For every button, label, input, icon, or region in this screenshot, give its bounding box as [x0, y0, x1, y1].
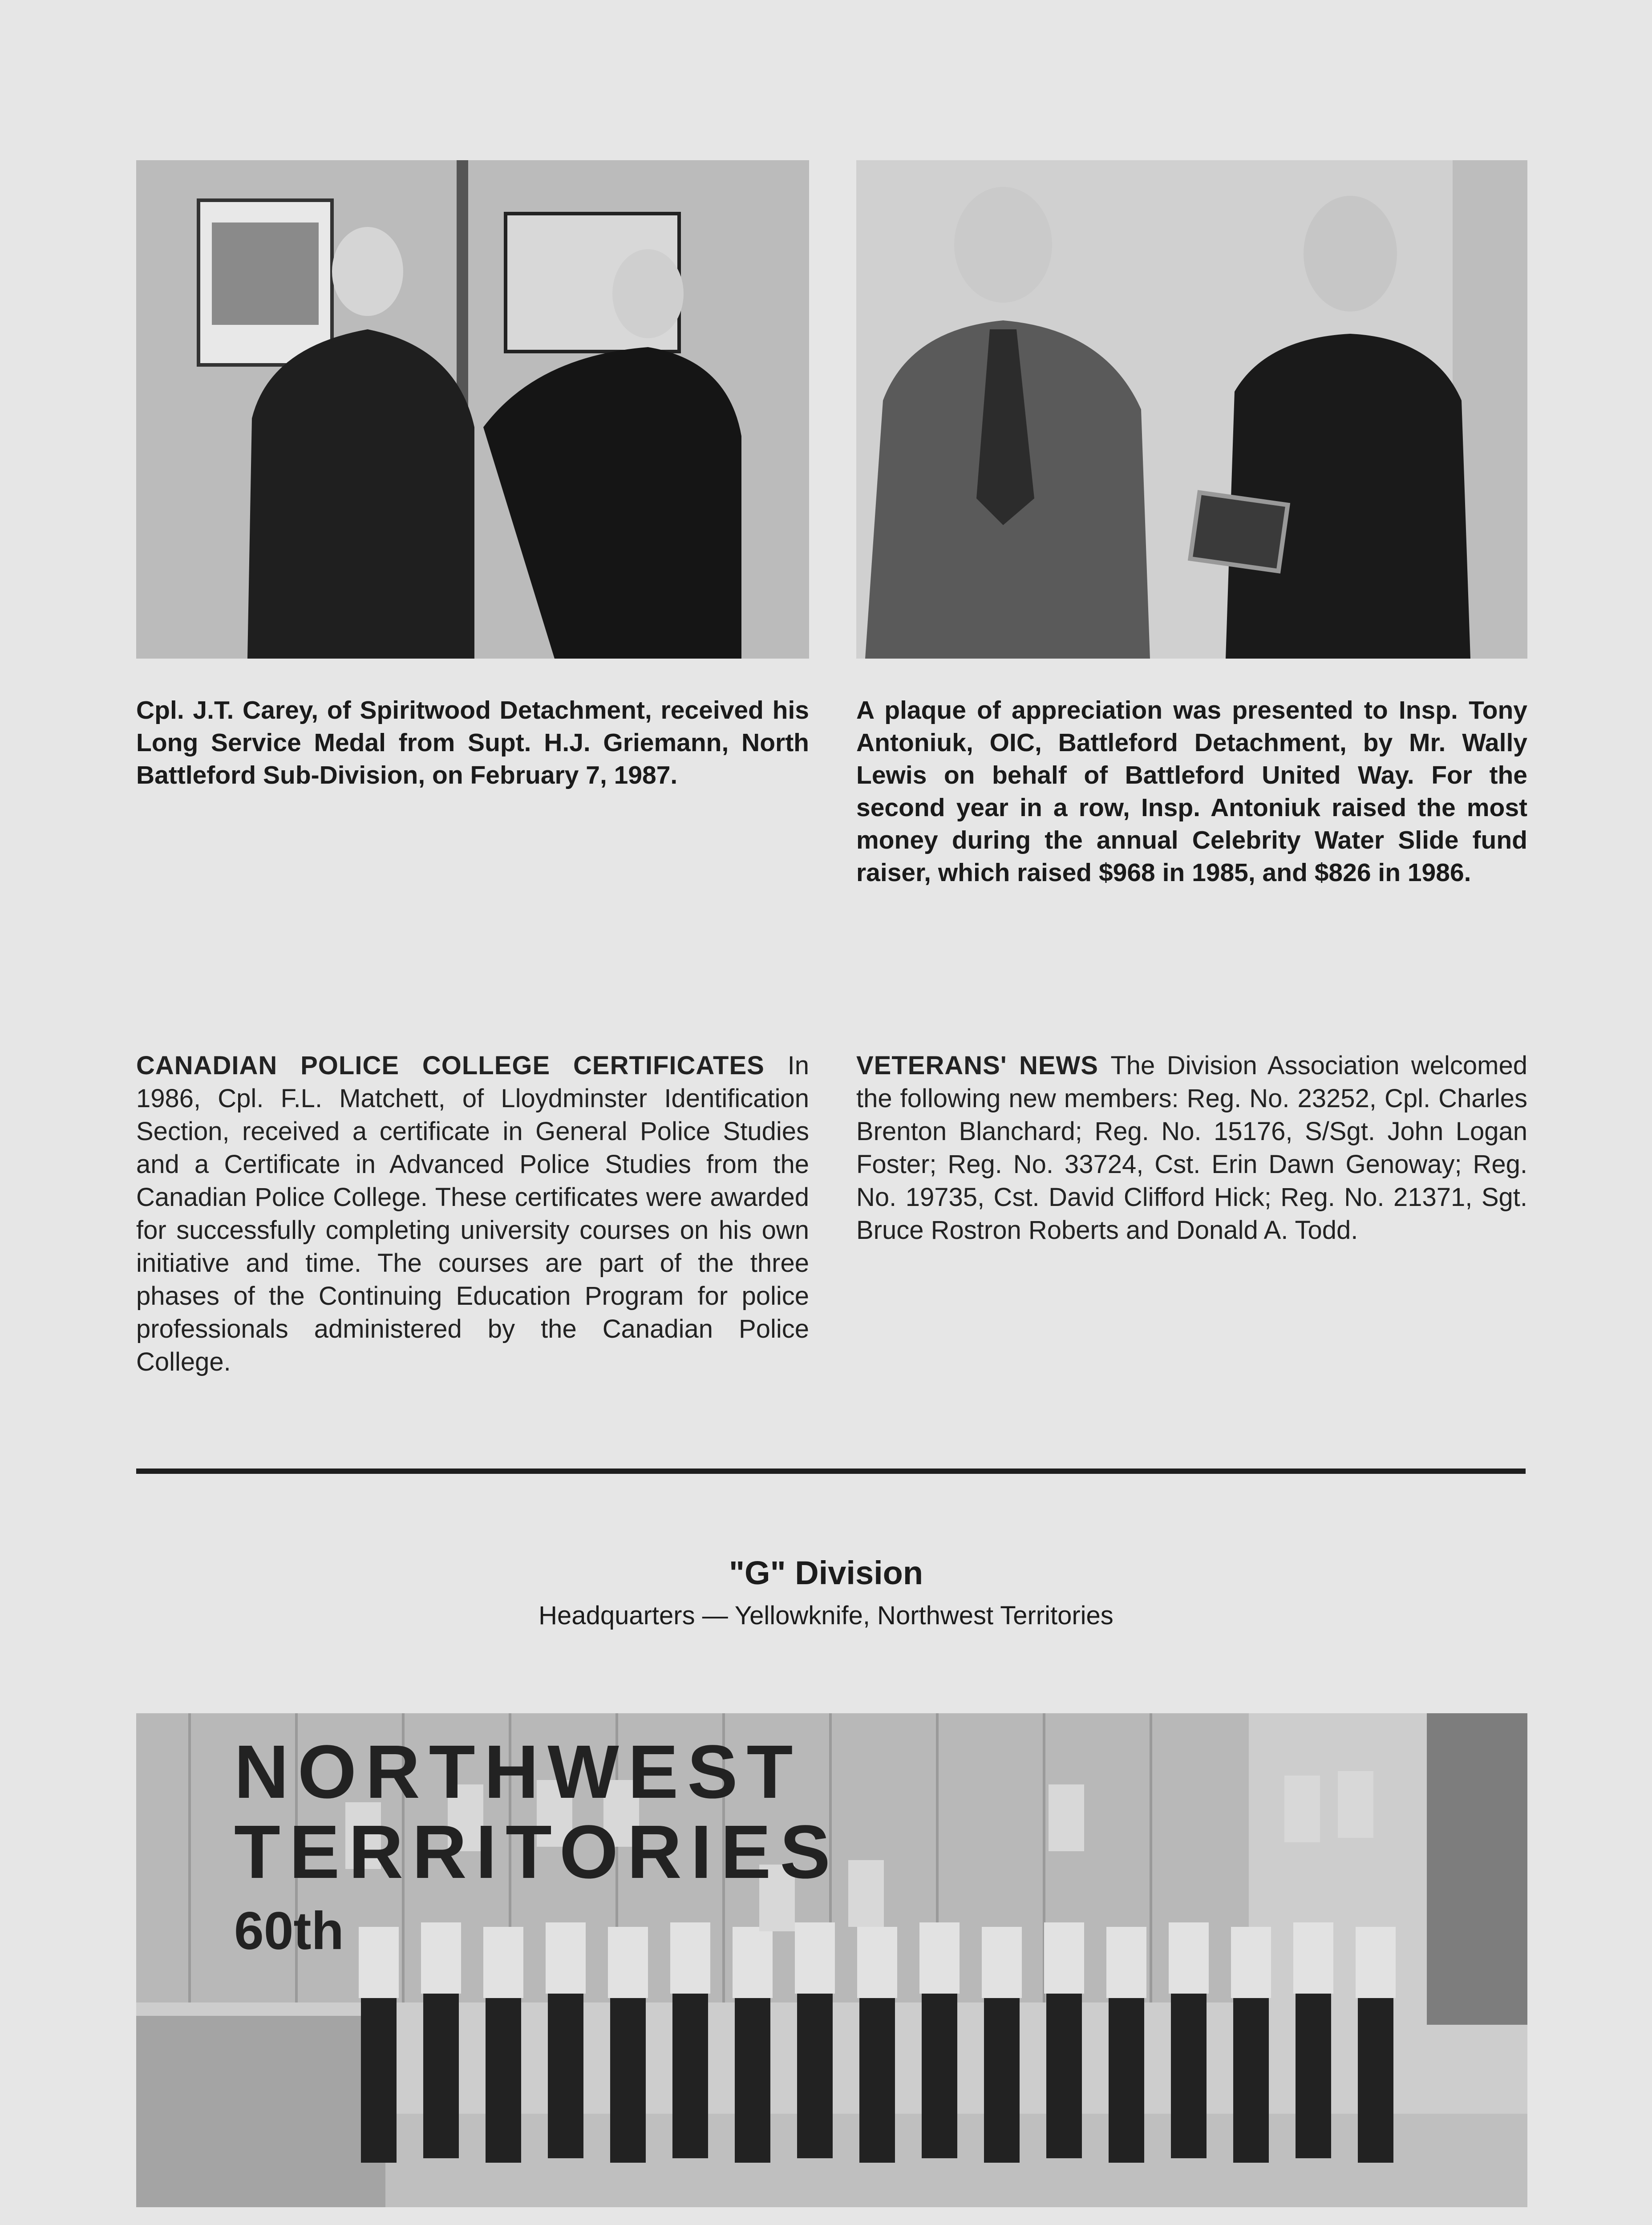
photo-plaque-presentation: [856, 160, 1527, 659]
article-heading-veterans-news: VETERANS' NEWS: [856, 1051, 1111, 1080]
photo-musical-ride-group: [136, 1713, 1527, 2207]
caption-plaque-presentation: A plaque of appreciation was presented to Insp. Tony Antoniuk, OIC, Battleford Detachment, by Mr. Wally Lewis on behalf of Battleford United Way. For the second year in a row, Insp. Antoniuk raised the most money during the annual Celebrity Water Slide fund raiser, which raised $968 in 1985, and $826 in 1986.: [856, 696, 1527, 887]
photo-long-service-medal: [136, 160, 809, 659]
article-veterans-news: [856, 1049, 1527, 1247]
sign-text: NORTHWEST: [234, 1730, 802, 1814]
caption-long-service-medal: Cpl. J.T. Carey, of Spiritwood Detachment, received his Long Service Medal from Supt. H.J. Griemann, North Battleford Sub-Division, on February 7, 1987.: [136, 696, 809, 789]
article-heading-police-college: CANADIAN POLICE COLLEGE CERTIFICATES: [136, 1051, 788, 1080]
article-text-veterans-news: The Division Association welcomed the following new members: Reg. No. 23252, Cpl. Charles Brenton Blanchard; Reg. No. 15176, S/Sgt. John Logan Foster; Reg. No. 33724, Cst. Erin Dawn Genoway; Reg. No. 19735, Cst. David Clifford Hick; Reg. No. 21371, Sgt. Bruce Rostron Roberts and Donald A. Todd.: [856, 1051, 1527, 1245]
division-subtitle: Headquarters — Yellowknife, Northwest Territories: [539, 1601, 1113, 1630]
section-divider: [136, 1468, 1526, 1474]
article-police-college: [136, 1049, 809, 1379]
svg-text:TERRITORIES: TERRITORIES: [234, 1810, 839, 1894]
division-title: "G" Division: [729, 1554, 923, 1591]
svg-text:60th: 60th: [234, 1901, 344, 1961]
article-text-police-college: In 1986, Cpl. F.L. Matchett, of Lloydminster Identification Section, received a certificate in General Police Studies and a Certificate in Advanced Police Studies from the Canadian Police College. These certificates were awarded for successfully completing university courses on his own initiative and time. The courses are part of the three phases of the Continuing Education Program for police professionals administered by the Canadian Police College.: [136, 1051, 809, 1376]
